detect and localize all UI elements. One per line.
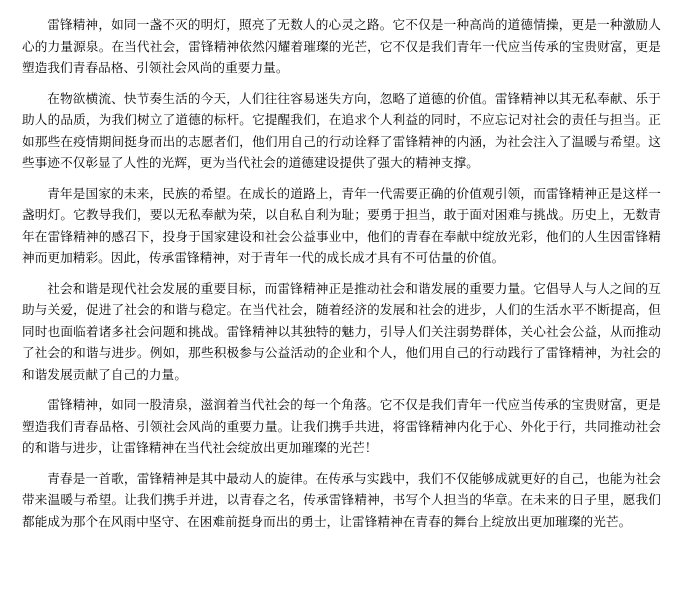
- paragraph: 社会和谐是现代社会发展的重要目标，而雷锋精神正是推动社会和谐发展的重要力量。它倡导人与人之间的互助与关爱，促进了社会的和谐与稳定。在当代社会，随着经济的发展和社会的进步，人们的生活水平不断提高，但同时也面临着诸多社会问题和挑战。雷锋精神以其独特的魅力，引导人们关注弱势群体，关心社会公益，从而推动了社会的和谐与进步。例如，那些积极参与公益活动的企业和个人，他们用自己的行动践行了雷锋精神，为社会的和谐发展贡献了自己的力量。: [22, 280, 661, 382]
- paragraph: 雷锋精神，如同一股清泉，滋润着当代社会的每一个角落。它不仅是我们青年一代应当传承的宝贵财富，更是塑造我们青春品格、引领社会风尚的重要力量。让我们携手共进，将雷锋精神内化于心、外化于行，共同推动社会的和谐与进步，让雷锋精神在当代社会绽放出更加璀璨的光芒！: [22, 397, 661, 455]
- paragraph: 青春是一首歌，雷锋精神是其中最动人的旋律。在传承与实践中，我们不仅能够成就更好的自己，也能为社会带来温暖与希望。让我们携手并进，以青春之名，传承雷锋精神，书写个人担当的华章。在未来的日子里，愿我们都能成为那个在风雨中坚守、在困难前挺身而出的勇士，让雷锋精神在青春的舞台上绽放出更加璀璨的光芒。: [22, 470, 661, 529]
- paragraph: 青年是国家的未来，民族的希望。在成长的道路上，青年一代需要正确的价值观引领，而雷锋精神正是这样一盏明灯。它教导我们，要以无私奉献为荣，以自私自利为耻；要勇于担当，敢于面对困难与挑战。历史上，无数青年在雷锋精神的感召下，投身于国家建设和社会公益事业中，他们的青春在奉献中绽放光彩，他们的人生因雷锋精神而更加精彩。因此，传承雷锋精神，对于青年一代的成长成才具有不可估量的价值。: [22, 185, 661, 265]
- paragraph: 雷锋精神，如同一盏不灭的明灯，照亮了无数人的心灵之路。它不仅是一种高尚的道德情操，更是一种激励人心的力量源泉。在当代社会，雷锋精神依然闪耀着璀璨的光芒，它不仅是我们青年一代应当传承的宝贵财富，更是塑造我们青春品格、引领社会风尚的重要力量。: [22, 17, 661, 75]
- paragraph: 在物欲横流、快节奏生活的今天，人们往往容易迷失方向，忽略了道德的价值。雷锋精神以其无私奉献、乐于助人的品质，为我们树立了道德的标杆。它提醒我们，在追求个人利益的同时，不应忘记对社会的责任与担当。正如那些在疫情期间挺身而出的志愿者们，他们用自己的行动诠释了雷锋精神的内涵，为社会注入了温暖与希望。这些事迹不仅彰显了人性的光辉，更为当代社会的道德建设提供了强大的精神支撑。: [22, 90, 661, 170]
